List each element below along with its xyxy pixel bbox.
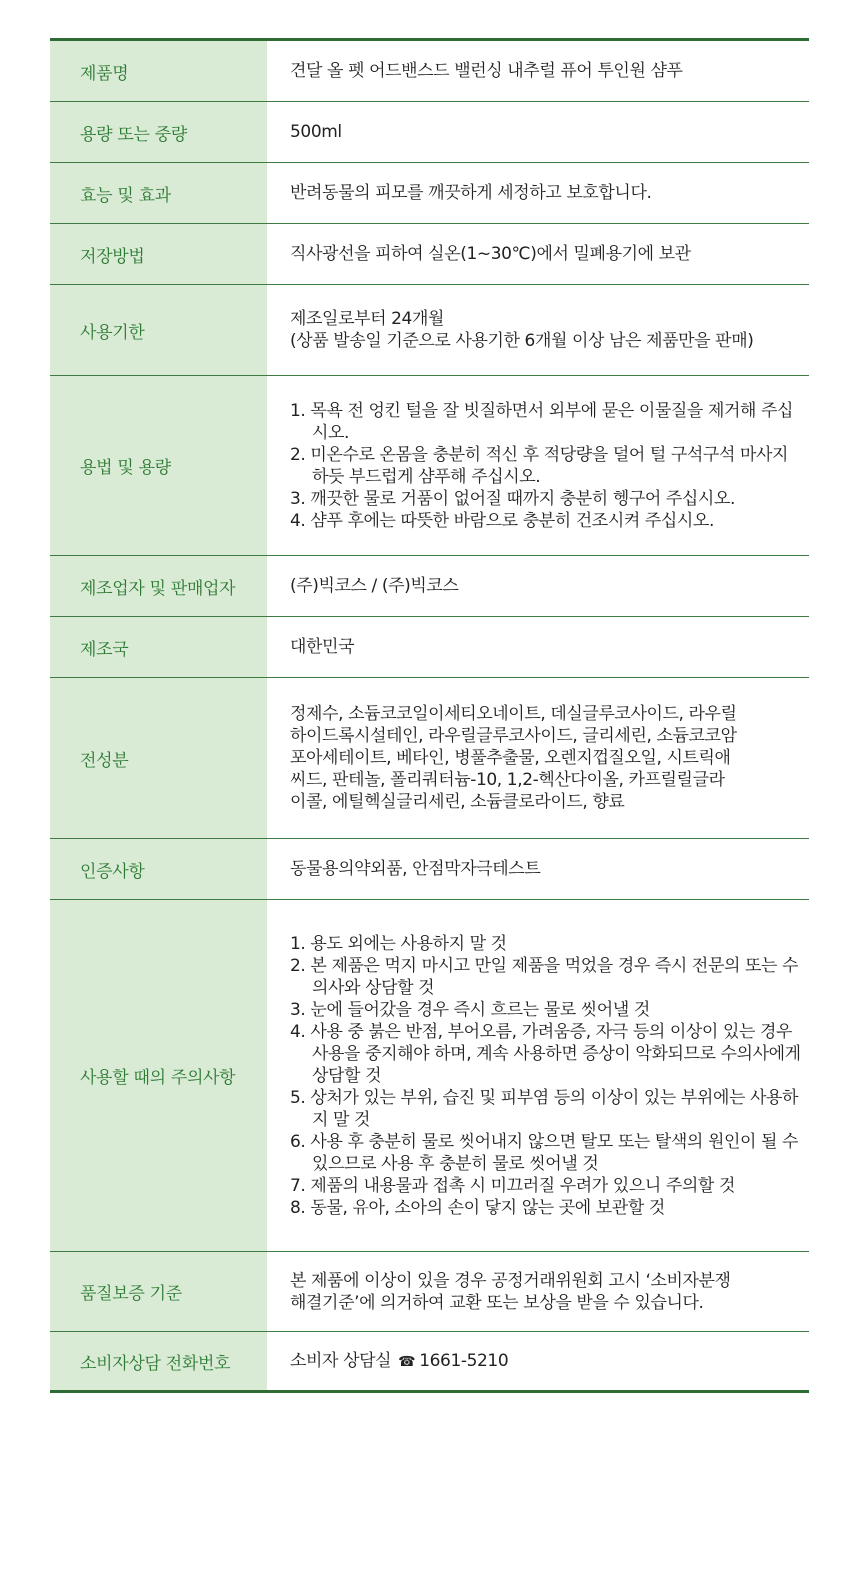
precaution-item: 8. 동물, 유아, 소아의 손이 닿지 않는 곳에 보관할 것 (290, 1197, 665, 1218)
row-ingredients (50, 678, 809, 839)
usage-item: 3. 깨끗한 물로 거품이 없어질 때까지 충분히 헹구어 주십시오. (290, 488, 735, 509)
usage-item: 2. 미온수로 온몸을 충분히 적신 후 적당량을 덜어 털 구석구석 마사지하듯 부드럽게 샴푸해 주십시오. (290, 444, 789, 487)
precaution-item: 6. 사용 후 충분히 물로 씻어내지 않으면 탈모 또는 탈색의 원인이 될 수 있으므로 사용 후 충분히 물로 씻어낼 것 (290, 1131, 799, 1174)
row-quality-guarantee (50, 1252, 809, 1332)
row-usage (50, 376, 809, 556)
precaution-item: 3. 눈에 들어갔을 경우 즉시 흐르는 물로 씻어낼 것 (290, 999, 650, 1020)
row-value: 동물용의약외품, 안점막자극테스트 (267, 839, 809, 900)
row-label: 용법 및 용량 (50, 376, 267, 556)
precaution-item: 7. 제품의 내용물과 접촉 시 미끄러질 우려가 있으니 주의할 것 (290, 1175, 735, 1196)
row-precautions (50, 900, 809, 1252)
row-manufacturer (50, 556, 809, 617)
row-expiry (50, 285, 809, 376)
row-consumer-phone (50, 1332, 809, 1392)
precaution-item: 4. 사용 중 붉은 반점, 부어오름, 가려움증, 자극 등의 이상이 있는 경우 사용을 중지해야 하며, 계속 사용하면 증상이 악화되므로 수의사에게 상담할 것 (290, 1021, 801, 1086)
precaution-item: 5. 상처가 있는 부위, 습진 및 피부염 등의 이상이 있는 부위에는 사용하지 말 것 (290, 1087, 799, 1130)
ingredients-line: 정제수, 소듐코코일이세티오네이트, 데실글루코사이드, 라우릴 (290, 704, 737, 724)
usage-item: 4. 샴푸 후에는 따뜻한 바람으로 충분히 건조시켜 주십시오. (290, 510, 714, 531)
row-label: 제조국 (50, 617, 267, 678)
ingredients-line: 하이드록시설테인, 라우릴글루코사이드, 글리세린, 소듐코코암 (290, 726, 737, 746)
consumer-center-label: 소비자 상담실 (290, 1350, 392, 1371)
row-label: 사용기한 (50, 285, 267, 376)
row-value: (주)빅코스 / (주)빅코스 (267, 556, 809, 617)
row-label: 인증사항 (50, 839, 267, 900)
row-country (50, 617, 809, 678)
ingredients-line: 씨드, 판테놀, 폴리쿼터늄-10, 1,2-헥산다이올, 카프릴릴글라 (290, 770, 725, 790)
row-value (267, 376, 809, 556)
row-volume (50, 102, 809, 163)
row-value: 대한민국 (267, 617, 809, 678)
row-efficacy (50, 163, 809, 224)
guarantee-line: 해결기준’에 의거하여 교환 또는 보상을 받을 수 있습니다. (290, 1292, 704, 1313)
row-value (267, 1332, 809, 1392)
row-value: 반려동물의 피모를 깨끗하게 세정하고 보호합니다. (267, 163, 809, 224)
ingredients-line: 이콜, 에틸헥실글리세린, 소듐클로라이드, 향료 (290, 792, 625, 812)
usage-item: 1. 목욕 전 엉킨 털을 잘 빗질하면서 외부에 묻은 이물질을 제거해 주십시오. (290, 400, 794, 443)
ingredients-line: 포아세테이트, 베타인, 병풀추출물, 오렌지껍질오일, 시트릭애 (290, 748, 731, 768)
row-label: 효능 및 효과 (50, 163, 267, 224)
row-value (267, 678, 809, 839)
row-label: 소비자상담 전화번호 (50, 1332, 267, 1392)
expiry-line: 제조일로부터 24개월 (290, 309, 445, 329)
row-label: 사용할 때의 주의사항 (50, 900, 267, 1252)
precaution-item: 1. 용도 외에는 사용하지 말 것 (290, 933, 507, 954)
guarantee-line: 본 제품에 이상이 있을 경우 공정거래위원회 고시 ‘소비자분쟁 (290, 1270, 731, 1291)
row-label: 제품명 (50, 40, 267, 102)
row-value (267, 285, 809, 376)
row-storage (50, 224, 809, 285)
row-value (267, 900, 809, 1252)
row-label: 전성분 (50, 678, 267, 839)
row-label: 저장방법 (50, 224, 267, 285)
product-info-table (50, 38, 809, 1393)
phone-icon: ☎ (398, 1353, 416, 1370)
row-label: 제조업자 및 판매업자 (50, 556, 267, 617)
product-info-sheet (50, 38, 809, 1393)
row-value: 500ml (267, 102, 809, 163)
row-label: 용량 또는 중량 (50, 102, 267, 163)
row-value: 직사광선을 피하여 실온(1~30℃)에서 밀폐용기에 보관 (267, 224, 809, 285)
row-certification (50, 839, 809, 900)
precaution-item: 2. 본 제품은 먹지 마시고 만일 제품을 먹었을 경우 즉시 전문의 또는 수의사와 상담할 것 (290, 955, 799, 998)
row-product-name (50, 40, 809, 102)
row-value (267, 1252, 809, 1332)
row-label: 품질보증 기준 (50, 1252, 267, 1332)
expiry-line: (상품 발송일 기준으로 사용기한 6개월 이상 남은 제품만을 판매) (290, 331, 754, 351)
phone-number[interactable]: 1661-5210 (419, 1350, 509, 1371)
row-value: 견달 올 펫 어드밴스드 밸런싱 내추럴 퓨어 투인원 샴푸 (267, 40, 809, 102)
